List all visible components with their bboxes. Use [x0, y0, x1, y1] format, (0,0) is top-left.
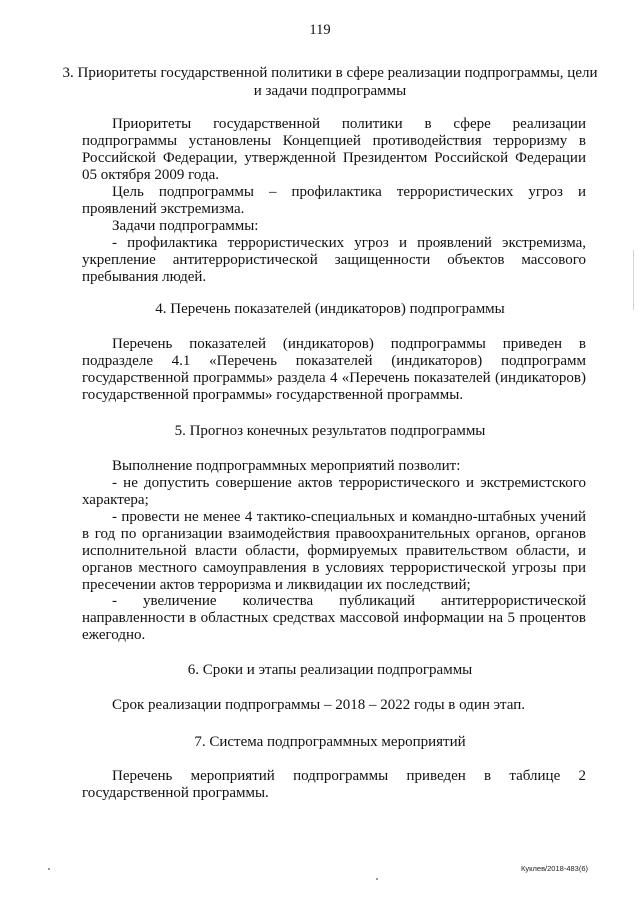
- section-5-paragraph-1: Выполнение подпрограммных мероприятий позволит:: [112, 458, 461, 474]
- section-6-paragraph-1: Срок реализации подпрограммы – 2018 – 2022 годы в один этап.: [112, 697, 526, 713]
- section-3-paragraph-1: Приоритеты государственной политики в сфере реализации подпрограммы установлены Концепцией противодействия терроризму в Российской Федерации, утвержденной Президентом Российской Федерации 05 октября 2009 года.: [82, 116, 586, 183]
- footer-document-code: Куклев/2018-483(6): [521, 864, 588, 873]
- section-4-heading: 4. Перечень показателей (индикаторов) подпрограммы: [155, 301, 505, 317]
- section-7-paragraph-1: Перечень мероприятий подпрограммы приведен в таблице 2 государственной программы.: [82, 768, 586, 801]
- section-5-paragraph-4: - увеличение количества публикаций антитеррористической направленности в областных средствах массовой информации на 5 процентов ежегодно.: [82, 593, 586, 643]
- scan-edge-line: [633, 250, 634, 310]
- scan-speck: [376, 878, 378, 880]
- section-3-heading: 3. Приоритеты государственной политики в сфере реализации подпрограммы, цели и задачи подпрограммы: [62, 65, 598, 99]
- section-5-paragraph-2: - не допустить совершение актов террористического и экстремистского характера;: [82, 475, 586, 508]
- page-number: 119: [309, 22, 331, 38]
- section-7-heading: 7. Система подпрограммных мероприятий: [194, 734, 466, 750]
- section-3-paragraph-4: - профилактика террористических угроз и проявлений экстремизма, укрепление антитеррористической защищенности объектов массового пребывания людей.: [82, 235, 586, 285]
- section-3-paragraph-2: Цель подпрограммы – профилактика террористических угроз и проявлений экстремизма.: [82, 184, 586, 217]
- scan-speck: [48, 868, 50, 870]
- section-3-paragraph-3: Задачи подпрограммы:: [112, 218, 259, 234]
- section-5-paragraph-3: - провести не менее 4 тактико-специальных и командно-штабных учений в год по организации взаимодействия правоохранительных органов, органов исполнительной власти области, формируемых правительством области, и органов местного самоуправления в условиях террористической угрозы при пресечении актов терроризма и ликвидации их последствий;: [82, 509, 586, 593]
- section-6-heading: 6. Сроки и этапы реализации подпрограммы: [187, 662, 473, 678]
- section-4-paragraph-1: Перечень показателей (индикаторов) подпрограммы приведен в подразделе 4.1 «Перечень показателей (индикаторов) подпрограмм государственной программы» раздела 4 «Перечень показателей (индикаторов) государственной программы» государственной программы.: [82, 336, 586, 403]
- section-5-heading: 5. Прогноз конечных результатов подпрограммы: [174, 423, 486, 439]
